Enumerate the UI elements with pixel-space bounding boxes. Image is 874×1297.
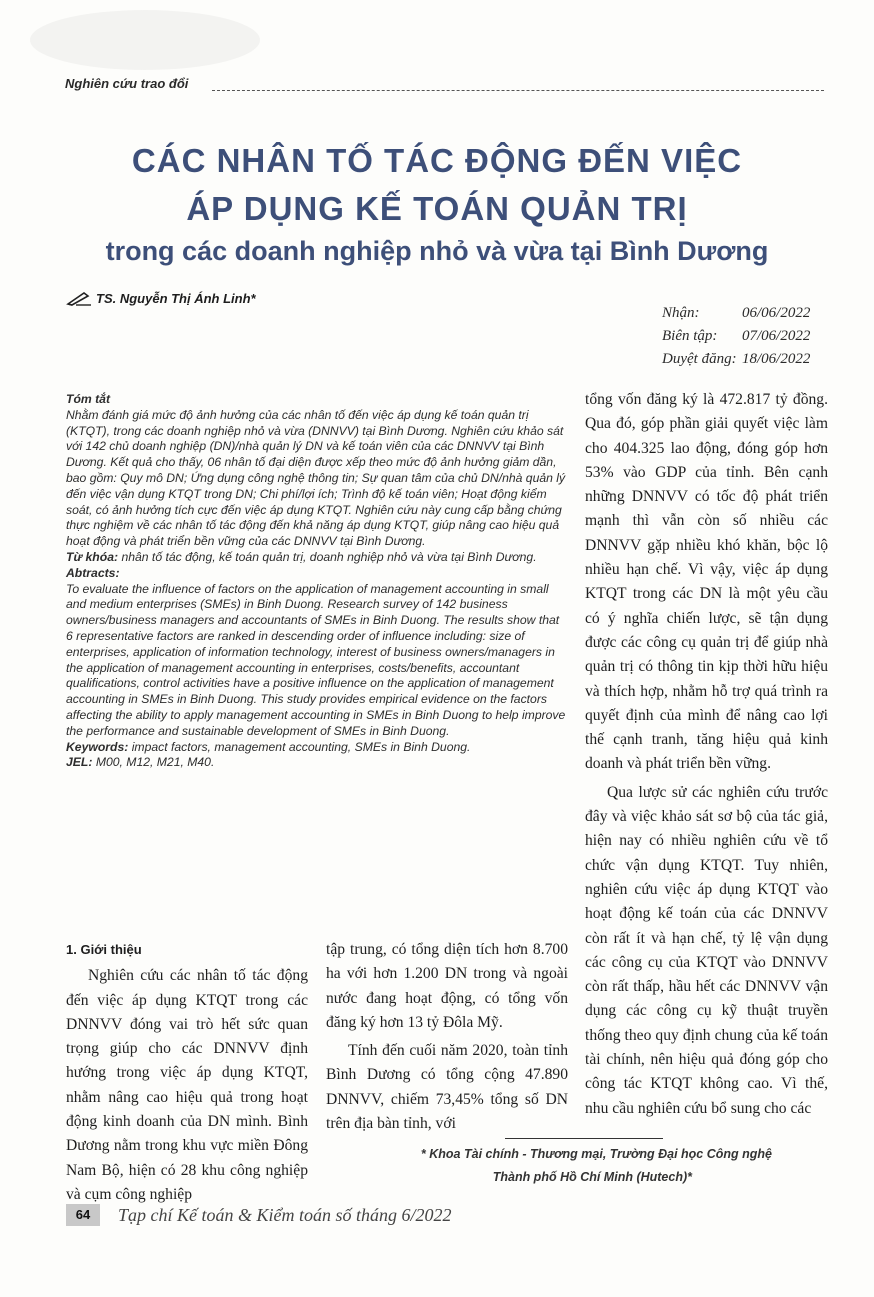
paragraph: Qua lược sử các nghiên cứu trước đây và việc khảo sát sơ bộ của tác giả, hiện nay có nhiều nghiên cứu về tổ chức vận dụng KTQT. Tuy nhiên, nghiên cứu việc áp dụng KTQT vào hoạt động kế toán của các DNNVV còn rất ít và hạn chế, tỷ lệ vận dụng các công cụ của KTQT vào DNNVV còn rất thấp, hầu hết các DNNVV vận dụng các công cụ kỹ thuật truyền thống theo quy định chung của kế toán tài chính, nên hiệu quả đóng góp cho công tác KTQT không cao. Vì thế, nhu cầu nghiên cứu bổ sung cho các [585,783,828,1117]
affiliation-divider [505,1138,663,1139]
section-divider [212,90,824,91]
paragraph: Tính đến cuối năm 2020, toàn tỉnh Bình Dương có tổng cộng 47.890 DNNVV, chiếm 73,45% tổng số DN trên địa bàn tỉnh, với [326,1042,568,1133]
abstract-en-text: To evaluate the influence of factors on the application of management accounting in small and medium enterprises (SMEs) in Binh Duong. Research survey of 142 business owners/business managers and accountants of SMEs in Binh Duong. The results show that 6 representative factors are ranked in descending order of influence including: size of enterprises, application of information technology, interest of business owners/managers in the application of management accounting in enterprises, costs/benefits, accountant qualifications, control activities have a positive influence on the application of management accounting in SMEs in Binh Duong. This study provides empirical evidence on the factors affecting the ability to apply management accounting in SMEs in Binh Duong to help improve the performance and sustainable development of SMEs in Binh Duong. [66,581,566,738]
abstract-vi-keywords: Từ khóa: nhân tố tác động, kế toán quản trị, doanh nghiệp nhỏ và vừa tại Bình Dương. [66,549,537,564]
article-title-line-2: ÁP DỤNG KẾ TOÁN QUẢN TRỊ [186,190,688,227]
article-title-line-1: CÁC NHÂN TỐ TÁC ĐỘNG ĐẾN VIỆC [131,142,743,179]
abstract-en-keywords: Keywords: impact factors, management accounting, SMEs in Binh Duong. [66,739,471,754]
author-line [66,290,256,306]
paragraph: tổng vốn đăng ký là 472.817 tỷ đồng. Qua đó, góp phần giải quyết việc làm cho 404.325 lao động, đóng góp hơn 53% vào GDP của tỉnh. Bên cạnh những DNNVV có tốc độ phát triển mạnh thì vẫn còn số nhiều các DNNVV gặp nhiều khó khăn, bộc lộ nhiều hạn chế. Vì vậy, việc áp dụng KTQT trong các DN là một yêu cầu có ý nghĩa chiến lược, sẽ tận dụng được các công cụ quản trị để giúp nhà quản trị có thông tin kịp thời hữu hiệu và thích hợp, nhằm hỗ trợ quá trình ra quyết định của mình để nâng cao lợi thế cạnh tranh, tăng hiệu quả kinh doanh và phát triển bền vững. [585,391,828,773]
section-heading-intro: 1. Giới thiệu [66,942,142,957]
date-edited: Biên tập: 07/06/2022 [662,328,811,344]
pen-icon [66,290,92,306]
date-received: Nhận: 06/06/2022 [662,305,811,321]
article-subtitle: trong các doanh nghiệp nhỏ và vừa tại Bình Dương [105,236,769,266]
submission-dates [662,302,832,371]
abstract-en-heading: Abtracts: [66,565,120,580]
body-column-left [66,938,308,1207]
abstract-vi-heading: Tóm tắt [66,392,111,406]
paragraph: tập trung, có tổng diện tích hơn 8.700 ha với hơn 1.200 DN trong và ngoài nước đang hoạt động, có tổng vốn đăng ký hơn 13 tỷ Đôla Mỹ. [326,941,568,1031]
author-name: TS. Nguyễn Thị Ánh Linh* [96,290,256,306]
page-number: 64 [66,1204,100,1226]
abstract-block [66,392,566,771]
author-affiliation: * Khoa Tài chính - Thương mại, Trường Đại học Công nghệ Thành phố Hồ Chí Minh (Hutech)* [420,1147,772,1184]
journal-footer: Tạp chí Kế toán & Kiểm toán số tháng 6/2022 [118,1205,452,1225]
section-label: Nghiên cứu trao đổi [65,76,189,91]
date-approved: Duyệt đăng: 18/06/2022 [662,351,811,367]
paragraph: Nghiên cứu các nhân tố tác động đến việc áp dụng KTQT trong các DNNVV đóng vai trò hết sức quan trọng giúp cho các DNNVV định hướng trong việc áp dụng KTQT, nhằm nâng cao hiệu quả trong hoạt động kinh doanh của DN mình. Bình Dương nằm trong khu vực miền Đông Nam Bộ, hiện có 28 khu công nghiệp và cụm công nghiệp [66,967,308,1203]
body-column-middle [326,938,568,1136]
paper-texture [30,10,260,70]
abstract-vi-text: Nhằm đánh giá mức độ ảnh hưởng của các nhân tố đến việc áp dụng kế toán quản trị (KTQT), trong các doanh nghiệp nhỏ và vừa (DNNVV) tại Bình Dương. Nghiên cứu khảo sát với 142 chủ doanh nghiệp (DN)/nhà quản lý DN và kế toán viên của các DNNVV tại Bình Dương. Kết quả cho thấy, 06 nhân tố đại diện được xếp theo mức độ ảnh hưởng giảm dần, bao gồm: Quy mô DN; Ứng dụng công nghệ thông tin; Sự quan tâm của chủ DN/nhà quản lý đến việc vận dụng KTQT trong DN; Chi phí/lợi ích; Trình độ kế toán viên; Hoạt động kiểm soát, có ảnh hưởng tích cực đến việc áp dụng KTQT. Nghiên cứu này cung cấp bằng chứng thực nghiệm về các nhân tố tác động đến khả năng áp dụng KTQT, giúp nâng cao hiệu quả hoạt động và phát triển bền vững của các DNNVV tại Bình Dương. [66,407,566,549]
body-column-right [585,388,828,1121]
abstract-jel: JEL: M00, M12, M21, M40. [66,755,215,770]
